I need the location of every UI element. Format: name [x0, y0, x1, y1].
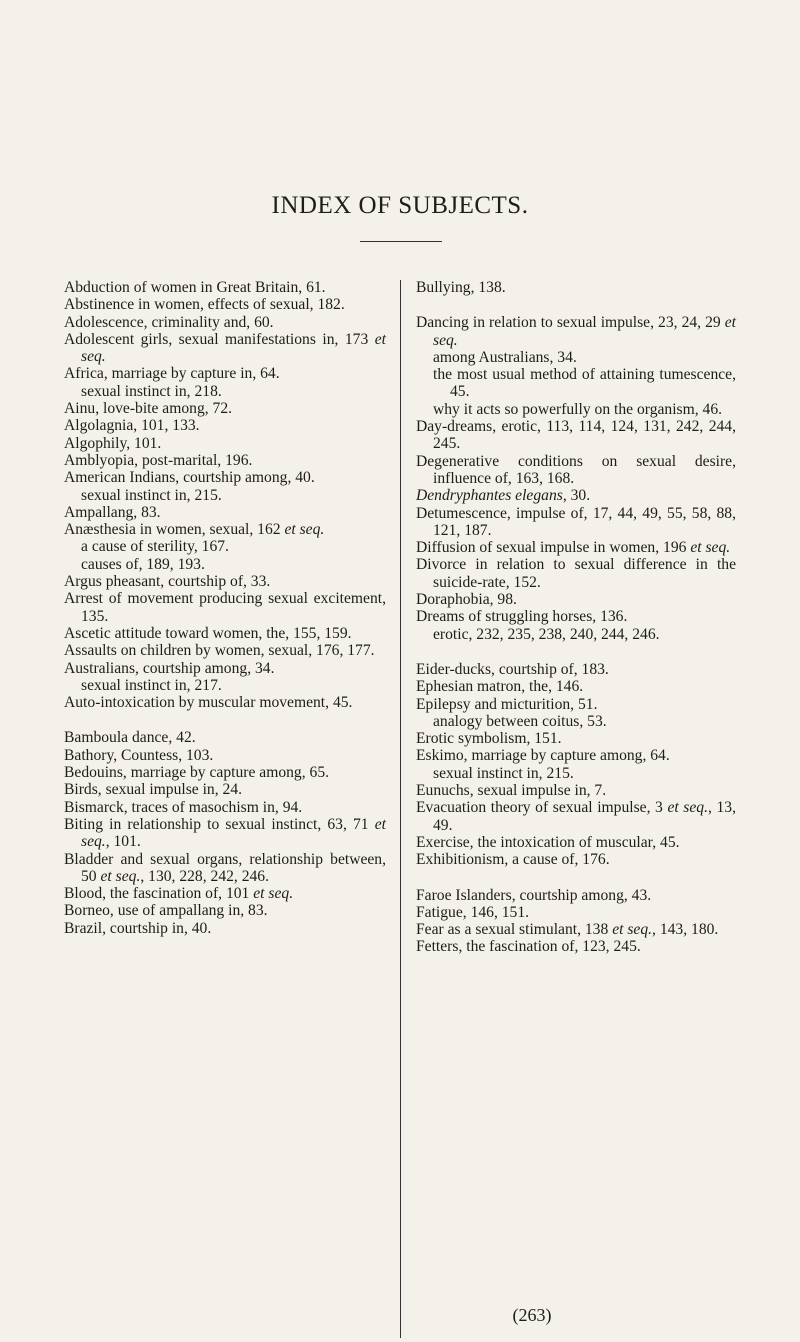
right-index-column	[416, 279, 736, 956]
section-gap	[416, 643, 736, 661]
index-entry	[416, 556, 736, 591]
entry-text: sexual instinct in, 215.	[433, 764, 574, 782]
section-gap	[416, 869, 736, 887]
entry-text: Evacuation theory of sexual impulse, 3	[416, 799, 668, 817]
index-subentry	[64, 487, 386, 504]
entry-text: American Indians, courtship among, 40.	[64, 469, 315, 487]
index-entry	[64, 747, 386, 764]
index-entry	[416, 799, 736, 834]
entry-text: causes of, 189, 193.	[81, 555, 205, 573]
index-entry	[64, 469, 386, 486]
title-rule	[360, 241, 442, 242]
index-entry	[416, 505, 736, 540]
index-entry	[64, 365, 386, 382]
index-entry	[64, 660, 386, 677]
entry-italic: et seq.	[81, 815, 386, 851]
index-subentry	[416, 366, 736, 401]
entry-text: Biting in relationship to sexual instinct, 63, 71	[64, 815, 375, 833]
index-entry	[416, 938, 736, 955]
index-entry	[64, 400, 386, 417]
entry-text: , 143, 180.	[652, 921, 719, 939]
entry-text: Eider-ducks, courtship of, 183.	[416, 660, 609, 678]
entry-text: Borneo, use of ampallang in, 83.	[64, 902, 268, 920]
entry-text: Diffusion of sexual impulse in women, 196	[416, 539, 691, 557]
index-entry	[64, 435, 386, 452]
entry-text: Bladder and sexual organs, relationship between, 50	[64, 850, 386, 885]
column-divider	[400, 280, 401, 1338]
entry-text: Dreams of struggling horses, 136.	[416, 608, 628, 626]
index-entry	[64, 521, 386, 538]
entry-text: analogy between coitus, 53.	[433, 712, 607, 730]
index-entry	[64, 625, 386, 642]
entry-text: Ephesian matron, the, 146.	[416, 678, 584, 696]
index-subentry	[416, 401, 736, 418]
entry-italic: et seq.	[100, 867, 141, 885]
entry-text: Bamboula dance, 42.	[64, 729, 196, 747]
entry-text: Auto-intoxication by muscular movement, 45.	[64, 694, 353, 712]
entry-text: Birds, sexual impulse in, 24.	[64, 781, 243, 799]
entry-text: Erotic symbolism, 151.	[416, 730, 562, 748]
index-entry	[416, 487, 736, 504]
entry-text: Day-dreams, erotic, 113, 114, 124, 131, 242, 244, 245.	[416, 418, 736, 453]
entry-text: Bullying, 138.	[416, 279, 506, 296]
entry-text: Exercise, the intoxication of muscular, 45.	[416, 833, 680, 851]
entry-text: a cause of sterility, 167.	[81, 538, 229, 556]
entry-text: Eunuchs, sexual impulse in, 7.	[416, 782, 607, 800]
entry-text: Adolescent girls, sexual manifestations in, 173	[64, 330, 375, 348]
entry-text: Fetters, the fascination of, 123, 245.	[416, 938, 641, 956]
index-entry	[64, 331, 386, 366]
entry-text: Ainu, love-bite among, 72.	[64, 400, 233, 418]
entry-text: among Australians, 34.	[433, 348, 577, 366]
index-entry	[64, 920, 386, 937]
entry-text: the most usual method of attaining tumescence, 45.	[433, 366, 736, 401]
entry-text: Faroe Islanders, courtship among, 43.	[416, 886, 652, 904]
entry-text: Assaults on children by women, sexual, 176, 177.	[64, 642, 375, 660]
section-gap	[416, 296, 736, 314]
index-entry	[416, 608, 736, 625]
index-entry	[416, 696, 736, 713]
index-entry	[64, 885, 386, 902]
entry-text: erotic, 232, 235, 238, 240, 244, 246.	[433, 625, 660, 643]
index-entry	[64, 902, 386, 919]
section-gap	[64, 711, 386, 729]
entry-text: Epilepsy and micturition, 51.	[416, 695, 598, 713]
index-entry	[64, 452, 386, 469]
entry-text: Arrest of movement producing sexual excitement, 135.	[64, 590, 386, 625]
index-entry	[416, 314, 736, 349]
entry-text: Exhibitionism, a cause of, 176.	[416, 851, 610, 869]
entry-text: Abduction of women in Great Britain, 61.	[64, 279, 326, 296]
entry-italic: et seq.	[284, 521, 325, 539]
index-entry	[64, 764, 386, 781]
index-entry	[64, 799, 386, 816]
index-entry	[64, 314, 386, 331]
index-entry	[416, 453, 736, 488]
entry-text: Bedouins, marriage by capture among, 65.	[64, 764, 330, 782]
index-entry	[64, 816, 386, 851]
entry-text: Anæsthesia in women, sexual, 162	[64, 521, 285, 539]
index-entry	[416, 851, 736, 868]
index-entry	[64, 590, 386, 625]
entry-text: Abstinence in women, effects of sexual, 182.	[64, 296, 345, 314]
entry-text: sexual instinct in, 217.	[81, 676, 222, 694]
index-entry	[64, 729, 386, 746]
index-subentry	[64, 538, 386, 555]
entry-text: why it acts so powerfully on the organism, 46.	[433, 400, 723, 418]
entry-text: Brazil, courtship in, 40.	[64, 919, 212, 937]
index-entry	[64, 504, 386, 521]
entry-text: sexual instinct in, 218.	[81, 382, 222, 400]
page-number: (263)	[512, 1305, 552, 1325]
entry-text: , 101.	[105, 833, 141, 851]
entry-text: , 130, 228, 242, 246.	[140, 867, 269, 885]
entry-text: Ascetic attitude toward women, the, 155, 159.	[64, 624, 352, 642]
entry-text: Africa, marriage by capture in, 64.	[64, 365, 280, 383]
index-entry	[416, 678, 736, 695]
index-entry	[416, 539, 736, 556]
index-entry	[64, 296, 386, 313]
index-entry	[416, 747, 736, 764]
index-subentry	[64, 677, 386, 694]
index-entry	[416, 887, 736, 904]
index-entry	[64, 851, 386, 886]
entry-italic: et seq.	[612, 921, 653, 939]
entry-text: Eskimo, marriage by capture among, 64.	[416, 747, 670, 765]
entry-italic: et seq.	[690, 539, 731, 557]
entry-text: Algolagnia, 101, 133.	[64, 417, 200, 435]
entry-text: Adolescence, criminality and, 60.	[64, 313, 274, 331]
entry-text: Amblyopia, post-marital, 196.	[64, 451, 253, 469]
index-entry	[416, 591, 736, 608]
entry-text: Ampallang, 83.	[64, 503, 161, 521]
page-title: INDEX OF SUBJECTS.	[271, 192, 529, 219]
index-subentry	[64, 383, 386, 400]
entry-text: Bismarck, traces of masochism in, 94.	[64, 798, 303, 816]
index-entry	[416, 904, 736, 921]
index-subentry	[416, 713, 736, 730]
entry-text: Bathory, Countess, 103.	[64, 746, 214, 764]
entry-text: Degenerative conditions on sexual desire, influence of, 163, 168.	[416, 452, 736, 487]
entry-text: Australians, courtship among, 34.	[64, 659, 275, 677]
entry-text: Algophily, 101.	[64, 434, 162, 452]
index-subentry	[416, 626, 736, 643]
entry-text: Blood, the fascination of, 101	[64, 885, 254, 903]
index-entry	[64, 279, 386, 296]
index-entry	[416, 279, 736, 296]
entry-text: , 30.	[562, 487, 591, 505]
index-subentry	[416, 349, 736, 366]
index-subentry	[416, 765, 736, 782]
index-entry	[64, 642, 386, 659]
entry-text: Fear as a sexual stimulant, 138	[416, 921, 613, 939]
entry-text: Detumescence, impulse of, 17, 44, 49, 55, 58, 88, 121, 187.	[416, 504, 736, 539]
entry-italic: et seq.	[253, 885, 294, 903]
entry-italic: Dendryphantes elegans	[416, 487, 563, 505]
entry-text: , 13, 49.	[433, 799, 736, 834]
entry-text: Fatigue, 146, 151.	[416, 903, 530, 921]
index-entry	[64, 694, 386, 711]
entry-italic: et seq.	[433, 314, 736, 349]
index-entry	[416, 418, 736, 453]
entry-italic: et seq.	[667, 799, 708, 817]
entry-text: sexual instinct in, 215.	[81, 486, 222, 504]
index-entry	[64, 573, 386, 590]
index-entry	[416, 782, 736, 799]
index-entry	[416, 730, 736, 747]
index-entry	[64, 781, 386, 798]
entry-text: Divorce in relation to sexual difference in the suicide-rate, 152.	[416, 556, 736, 591]
entry-text: Doraphobia, 98.	[416, 591, 517, 609]
index-entry	[416, 661, 736, 678]
entry-text: Dancing in relation to sexual impulse, 23, 24, 29	[416, 314, 725, 332]
index-entry	[416, 921, 736, 938]
index-entry	[64, 417, 386, 434]
index-entry	[416, 834, 736, 851]
left-index-column	[64, 279, 386, 937]
entry-text: Argus pheasant, courtship of, 33.	[64, 573, 271, 591]
entry-italic: et seq.	[81, 330, 386, 366]
index-subentry	[64, 556, 386, 573]
